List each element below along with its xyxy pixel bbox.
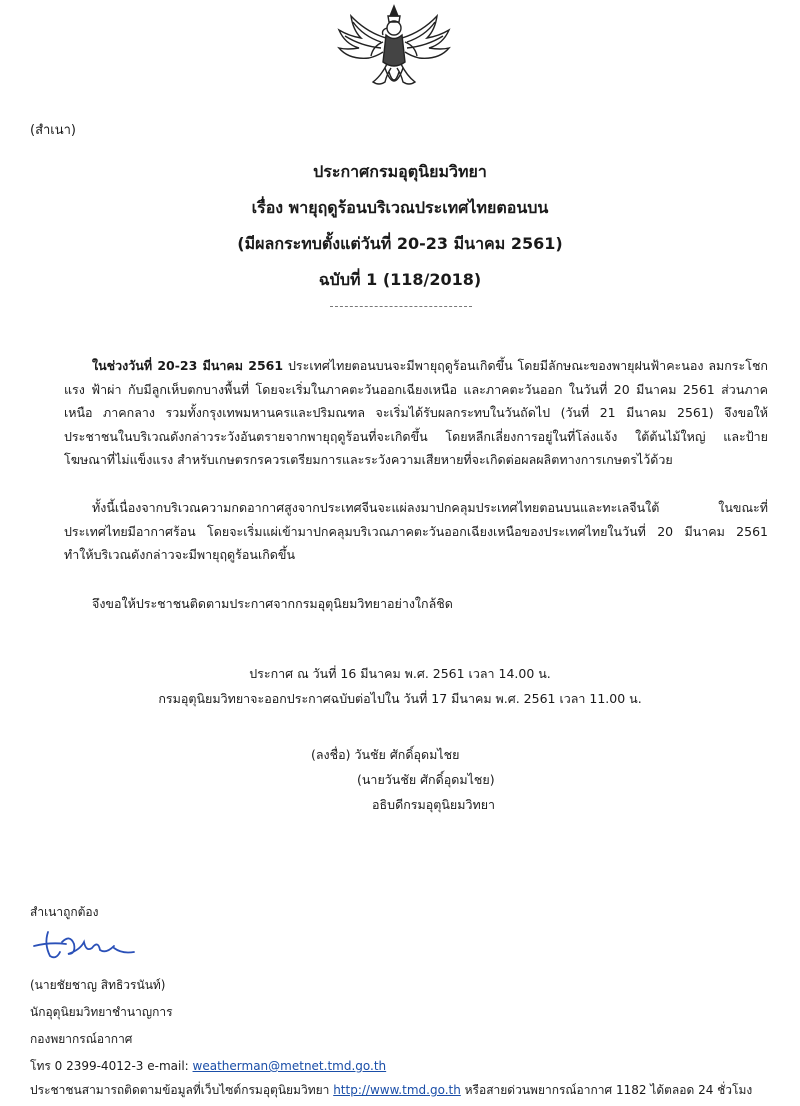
body-paragraph-3: จึงขอให้ประชาชนติดตามประกาศจากกรมอุตุนิยมวิทยาอย่างใกล้ชิด bbox=[92, 596, 453, 611]
announcement-effective-dates: (มีผลกระทบตั้งแต่วันที่ 20-23 มีนาคม 2561) bbox=[237, 234, 563, 253]
copy-label: (สำเนา) bbox=[30, 123, 77, 138]
website-link[interactable]: http://www.tmd.go.th bbox=[333, 1083, 461, 1097]
info-line bbox=[30, 1081, 800, 1100]
certified-copy-label: สำเนาถูกต้อง bbox=[30, 905, 99, 919]
contact-line bbox=[30, 1057, 386, 1076]
garuda-emblem-icon bbox=[331, 2, 457, 98]
certifier-position: นักอุตุนิยมวิทยาชำนาญการ bbox=[30, 1005, 173, 1019]
info-suffix: หรือสายด่วนพยากรณ์อากาศ 1182 ได้ตลอด 24 ชั่วโมง bbox=[460, 1083, 753, 1097]
issued-date: ประกาศ ณ วันที่ 16 มีนาคม พ.ศ. 2561 เวลา 14.00 น. bbox=[249, 666, 551, 681]
signatory-name: (นายวันชัย ศักดิ์อุดมไชย) bbox=[357, 772, 495, 787]
body-paragraph-1-text: ประเทศไทยตอนบนจะมีพายุฤดูร้อนเกิดขึ้น โดยมีลักษณะของพายุฝนฟ้าคะนอง ลมกระโชกแรง ฟ้าผ่า กับมีลูกเห็บตกบางพื้นที่ โดยจะเริ่มในภาคตะวันออกเฉียงเหนือ และภาคตะวันออก ในวันที่ 20 มีนาคม 2561 ส่วนภาคเหนือ ภาคกลาง รวมทั้งกรุงเทพมหานครและปริมณฑล จะเริ่มได้รับผลกระทบในวันถัดไป (วันที่ 21 มีนาคม 2561) จึงขอให้ประชาชนในบริเวณดังกล่าวระวังอันตรายจากพายุฤดูร้อนที่จะเกิดขึ้น โดยหลีกเลี่ยงการอยู่ในที่โล่งแจ้ง ใต้ต้นไม้ใหญ่ และป้ายโฆษณาที่ไม่แข็งแรง สำหรับเกษตรกรควรเตรียมการและระวังความเสียหายที่จะเกิดต่อผลผลิตทางการเกษตรไว้ด้วย bbox=[64, 358, 768, 467]
announcement-subject: เรื่อง พายุฤดูร้อนบริเวณประเทศไทยตอนบน bbox=[251, 198, 549, 217]
info-prefix: ประชาชนสามารถติดตามข้อมูลที่เว็บไซต์กรมอุตุนิยมวิทยา bbox=[30, 1083, 334, 1097]
handwritten-signature-icon bbox=[30, 924, 140, 964]
divider bbox=[330, 306, 472, 307]
signatory-position: อธิบดีกรมอุตุนิยมวิทยา bbox=[372, 797, 496, 812]
certifier-name: (นายชัยชาญ สิทธิวรนันท์) bbox=[30, 978, 166, 992]
body-paragraph-1 bbox=[64, 354, 768, 472]
phone-label: โทร 0 2399-4012-3 e-mail: bbox=[30, 1059, 193, 1073]
body-paragraph-2: ทั้งนี้เนื่องจากบริเวณความกดอากาศสูงจากประเทศจีนจะแผ่ลงมาปกคลุมประเทศไทยตอนบนและทะเลจีนใต้ ในขณะที่ประเทศไทยมีอากาศร้อน โดยจะเริ่มแผ่เข้ามาปกคลุมบริเวณภาคตะวันออกเฉียงเหนือของประเทศไทยในวันที่ 20 มีนาคม 2561 ทำให้บริเวณดังกล่าวจะมีพายุฤดูร้อนเกิดขึ้น bbox=[64, 500, 768, 562]
certifier-department: กองพยากรณ์อากาศ bbox=[30, 1032, 133, 1046]
next-announcement: กรมอุตุนิยมวิทยาจะออกประกาศฉบับต่อไปใน วันที่ 17 มีนาคม พ.ศ. 2561 เวลา 11.00 น. bbox=[158, 691, 642, 706]
signed-by: (ลงชื่อ) วันชัย ศักดิ์อุดมไชย bbox=[311, 747, 460, 762]
email-link[interactable]: weatherman@metnet.tmd.go.th bbox=[192, 1059, 387, 1073]
announcement-number: ฉบับที่ 1 (118/2018) bbox=[318, 270, 482, 289]
body-paragraph-1-bold: ในช่วงวันที่ 20-23 มีนาคม 2561 bbox=[92, 358, 284, 373]
announcement-title: ประกาศกรมอุตุนิยมวิทยา bbox=[313, 162, 487, 181]
